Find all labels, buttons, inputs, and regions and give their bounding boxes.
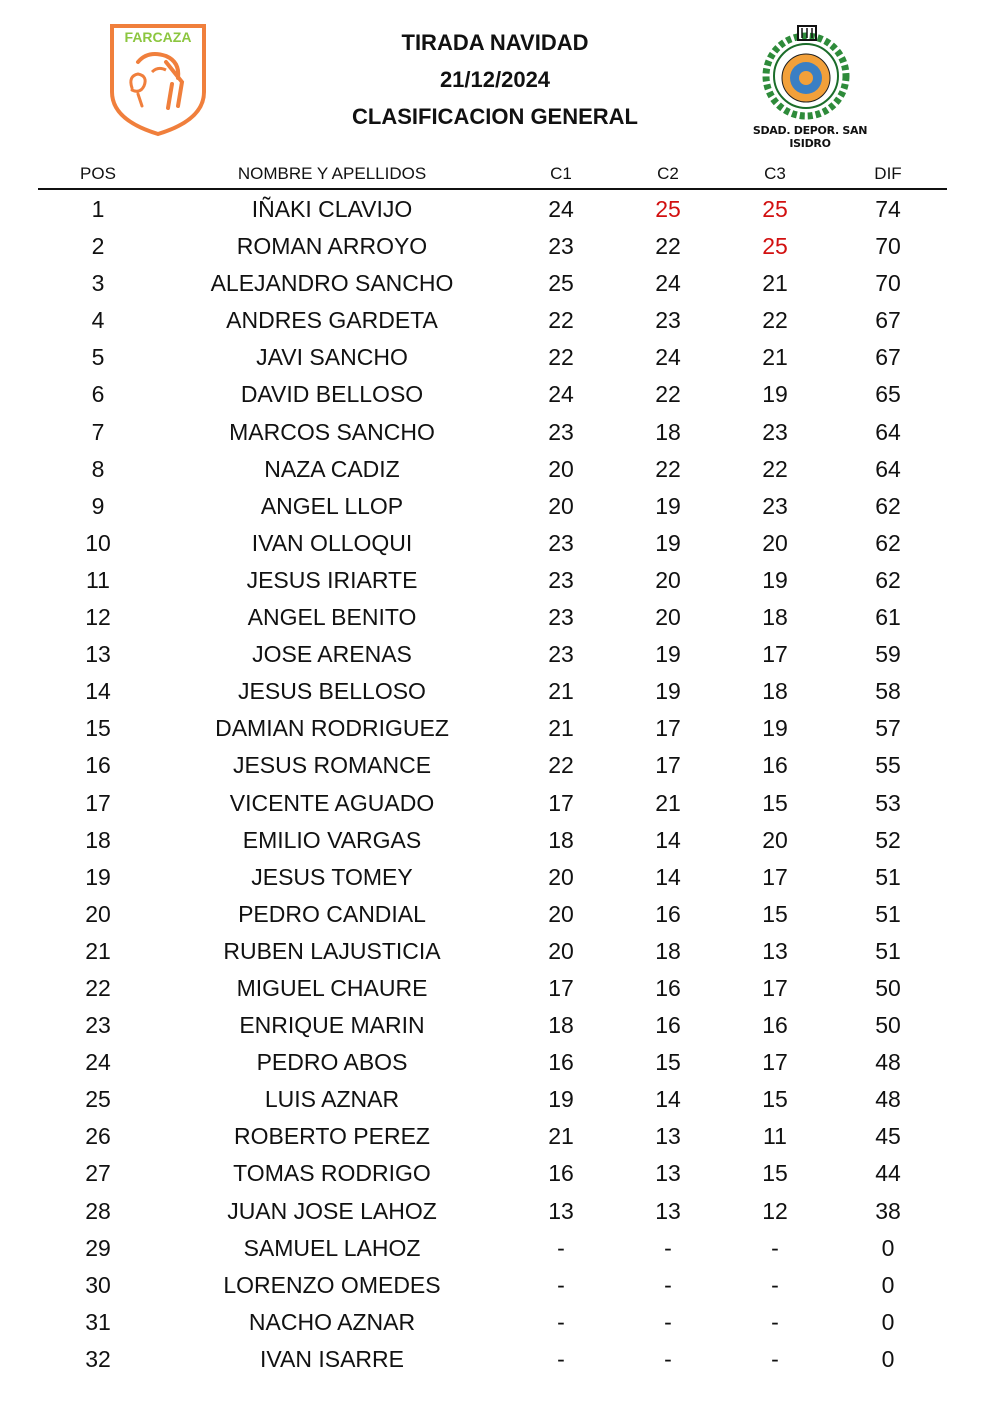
table-row: [38, 1229, 947, 1266]
cell-c1: 23: [548, 529, 574, 556]
cell-c2: 14: [655, 826, 681, 853]
cell-c1: 23: [548, 604, 574, 631]
col-header-c3: C3: [764, 164, 786, 183]
cell-dif: 0: [881, 1271, 895, 1298]
cell-c3: 16: [762, 1012, 788, 1039]
cell-name: NACHO AZNAR: [248, 1308, 416, 1335]
cell-c2: 19: [655, 492, 681, 519]
cell-c3: 15: [762, 1086, 788, 1113]
table-header: [38, 160, 947, 190]
cell-c1: 24: [548, 196, 574, 222]
cell-name: RUBEN LAJUSTICIA: [223, 937, 441, 964]
cell-pos: 22: [85, 974, 111, 1001]
cell-c2: 19: [655, 529, 681, 556]
cell-c3: 23: [762, 418, 788, 445]
cell-c2: 14: [655, 863, 681, 890]
table-row: [38, 672, 947, 709]
cell-name: IVAN ISARRE: [260, 1345, 404, 1372]
cell-c1: -: [557, 1345, 565, 1372]
table-row: [38, 1117, 947, 1154]
cell-name: IÑAKI CLAVIJO: [251, 196, 413, 222]
cell-pos: 21: [85, 937, 111, 964]
table-row: [38, 190, 947, 227]
cell-dif: 50: [875, 974, 901, 1001]
cell-c3: -: [771, 1234, 779, 1261]
cell-dif: 62: [875, 566, 901, 593]
cell-pos: 7: [91, 418, 105, 445]
table-row: [38, 932, 947, 969]
cell-c2: 17: [655, 715, 681, 742]
cell-pos: 15: [85, 715, 111, 742]
cell-c1: -: [557, 1271, 565, 1298]
cell-name: JESUS TOMEY: [251, 863, 413, 890]
cell-c3: 19: [762, 566, 788, 593]
cell-c2: -: [664, 1308, 672, 1335]
cell-pos: 6: [91, 381, 105, 408]
cell-c1: 13: [548, 1197, 574, 1224]
cell-dif: 64: [875, 418, 901, 445]
cell-name: LUIS AZNAR: [264, 1086, 400, 1113]
cell-c1: 20: [548, 863, 574, 890]
cell-c3: 19: [762, 715, 788, 742]
cell-c3: 17: [762, 641, 788, 668]
cell-dif: 57: [875, 715, 901, 742]
cell-dif: 61: [875, 604, 901, 631]
cell-c1: 23: [548, 418, 574, 445]
cell-c1: 25: [548, 270, 574, 297]
cell-c2: 16: [655, 974, 681, 1001]
cell-pos: 3: [91, 270, 105, 297]
cell-c3: 19: [762, 381, 788, 408]
cell-c2: 19: [655, 678, 681, 705]
logo-left-label: FARCAZA: [124, 29, 192, 45]
table-row: [38, 784, 947, 821]
cell-dif: 64: [875, 455, 901, 482]
cell-c1: 16: [548, 1049, 574, 1076]
cell-c3: 15: [762, 900, 788, 927]
cell-c1: 20: [548, 492, 574, 519]
cell-c3: 17: [762, 974, 788, 1001]
cell-c1: 22: [548, 344, 574, 371]
cell-name: ANDRES GARDETA: [226, 307, 438, 334]
cell-c2: 16: [655, 900, 681, 927]
cell-c3: 17: [762, 863, 788, 890]
cell-pos: 23: [85, 1012, 111, 1039]
col-header-pos: POS: [80, 164, 116, 183]
cell-pos: 29: [85, 1234, 111, 1261]
cell-pos: 13: [85, 641, 111, 668]
cell-pos: 27: [85, 1160, 111, 1187]
table-row: [38, 1340, 947, 1377]
cell-c3: 11: [763, 1123, 787, 1150]
cell-c2: 15: [655, 1049, 681, 1076]
cell-c3: 16: [762, 752, 788, 779]
table-row: [38, 1266, 947, 1303]
goat-shield-icon: [108, 22, 208, 138]
cell-c1: -: [557, 1308, 565, 1335]
table-row: [38, 264, 947, 301]
cell-c1: 21: [548, 678, 574, 705]
cell-name: VICENTE AGUADO: [229, 789, 435, 816]
cell-dif: 53: [875, 789, 901, 816]
table-row: [38, 1192, 947, 1229]
cell-pos: 26: [85, 1123, 111, 1150]
cell-pos: 9: [91, 492, 105, 519]
cell-dif: 67: [875, 344, 901, 371]
cell-c2: 23: [655, 307, 681, 334]
table-row: [38, 338, 947, 375]
cell-name: TOMAS RODRIGO: [233, 1160, 431, 1187]
cell-name: IVAN OLLOQUI: [251, 529, 413, 556]
cell-c2: 18: [655, 937, 681, 964]
cell-name: ANGEL BENITO: [247, 604, 417, 631]
cell-pos: 10: [85, 529, 111, 556]
cell-c3: 17: [762, 1049, 788, 1076]
cell-dif: 51: [875, 900, 901, 927]
results-table: [38, 160, 947, 1377]
cell-dif: 70: [875, 270, 901, 297]
cell-c2: 21: [655, 789, 681, 816]
cell-c2: 22: [655, 381, 681, 408]
cell-pos: 8: [91, 455, 105, 482]
cell-dif: 65: [875, 381, 901, 408]
cell-c1: 17: [548, 789, 574, 816]
table-row: [38, 709, 947, 746]
cell-c3: 25: [762, 196, 788, 222]
page-header: [0, 0, 990, 160]
cell-c1: 22: [548, 307, 574, 334]
cell-pos: 19: [85, 863, 111, 890]
cell-c2: 14: [655, 1086, 681, 1113]
cell-dif: 48: [875, 1049, 901, 1076]
cell-c1: 24: [548, 381, 574, 408]
table-row: [38, 969, 947, 1006]
cell-dif: 58: [875, 678, 901, 705]
cell-name: JESUS ROMANCE: [232, 752, 432, 779]
cell-c1: 16: [548, 1160, 574, 1187]
cell-c1: 21: [548, 1123, 574, 1150]
cell-c3: 18: [762, 678, 788, 705]
cell-pos: 16: [85, 752, 111, 779]
cell-c1: 20: [548, 937, 574, 964]
cell-c2: 13: [655, 1160, 681, 1187]
table-row: [38, 1303, 947, 1340]
table-row: [38, 375, 947, 412]
cell-c1: 22: [548, 752, 574, 779]
cell-c2: 16: [655, 1012, 681, 1039]
table-row: [38, 1043, 947, 1080]
cell-name: MIGUEL CHAURE: [236, 974, 428, 1001]
cell-dif: 52: [875, 826, 901, 853]
cell-c2: 19: [655, 641, 681, 668]
cell-c2: 13: [655, 1123, 681, 1150]
table-row: [38, 821, 947, 858]
cell-c3: 20: [762, 826, 788, 853]
cell-c1: 19: [548, 1086, 574, 1113]
cell-c2: -: [664, 1345, 672, 1372]
cell-dif: 67: [875, 307, 901, 334]
cell-name: DAMIAN RODRIGUEZ: [215, 715, 449, 742]
cell-c3: 22: [762, 307, 788, 334]
cell-pos: 32: [85, 1345, 111, 1372]
table-row: [38, 227, 947, 264]
cell-name: ENRIQUE MARIN: [239, 1012, 425, 1039]
cell-c2: 18: [655, 418, 681, 445]
cell-name: PEDRO CANDIAL: [238, 900, 426, 927]
table-row: [38, 746, 947, 783]
cell-c3: 13: [762, 937, 788, 964]
page-subtitle: CLASIFICACION GENERAL: [352, 104, 638, 129]
table-row: [38, 413, 947, 450]
cell-c3: 18: [762, 604, 788, 631]
cell-name: JOSE ARENAS: [252, 641, 412, 668]
title-block: [295, 24, 695, 135]
cell-c3: 21: [762, 344, 788, 371]
cell-name: JESUS IRIARTE: [246, 566, 418, 593]
cell-c2: 24: [655, 344, 681, 371]
cell-c3: 25: [762, 233, 788, 260]
cell-dif: 0: [881, 1308, 895, 1335]
table-row: [38, 858, 947, 895]
cell-pos: 20: [85, 900, 111, 927]
cell-c2: 17: [655, 752, 681, 779]
cell-pos: 5: [91, 344, 105, 371]
cell-c1: 18: [548, 1012, 574, 1039]
cell-c1: 23: [548, 566, 574, 593]
table-row: [38, 1080, 947, 1117]
table-row: [38, 1006, 947, 1043]
cell-c2: -: [664, 1234, 672, 1261]
cell-pos: 12: [85, 604, 111, 631]
cell-dif: 62: [875, 529, 901, 556]
cell-c3: 15: [762, 789, 788, 816]
cell-c1: 17: [548, 974, 574, 1001]
table-row: [38, 1154, 947, 1191]
cell-c3: 22: [762, 455, 788, 482]
cell-dif: 74: [875, 196, 901, 222]
cell-c1: 23: [548, 641, 574, 668]
cell-name: LORENZO OMEDES: [223, 1271, 441, 1298]
cell-c3: -: [771, 1271, 779, 1298]
cell-c3: 20: [762, 529, 788, 556]
cell-c2: 20: [655, 604, 681, 631]
laurel-crest-icon: [740, 20, 880, 124]
col-header-c2: C2: [657, 164, 679, 183]
cell-name: ANGEL LLOP: [260, 492, 404, 519]
cell-c2: 13: [655, 1197, 681, 1224]
cell-pos: 30: [85, 1271, 111, 1298]
cell-c1: 21: [548, 715, 574, 742]
cell-dif: 70: [875, 233, 901, 260]
cell-dif: 0: [881, 1345, 895, 1372]
cell-name: JESUS BELLOSO: [238, 678, 426, 705]
cell-pos: 1: [91, 196, 105, 222]
cell-name: ROBERTO PEREZ: [234, 1123, 430, 1150]
cell-name: JAVI SANCHO: [256, 344, 408, 371]
page-title: TIRADA NAVIDAD: [401, 30, 589, 55]
cell-pos: 11: [86, 566, 110, 593]
cell-c2: 25: [655, 196, 681, 222]
cell-name: PEDRO ABOS: [256, 1049, 408, 1076]
cell-pos: 25: [85, 1086, 111, 1113]
cell-c3: 23: [762, 492, 788, 519]
table-row: [38, 487, 947, 524]
cell-c2: 20: [655, 566, 681, 593]
cell-pos: 28: [85, 1197, 111, 1224]
col-header-c1: C1: [550, 164, 572, 183]
cell-pos: 17: [85, 789, 111, 816]
event-date: 21/12/2024: [439, 67, 551, 92]
cell-dif: 0: [881, 1234, 895, 1261]
cell-c1: 23: [548, 233, 574, 260]
logo-right-label: SDAD. DEPOR. SAN ISIDRO: [752, 124, 868, 150]
table-body: [38, 190, 947, 1377]
cell-c1: 18: [548, 826, 574, 853]
cell-c3: -: [771, 1345, 779, 1372]
cell-c3: -: [771, 1308, 779, 1335]
farcaza-logo: [108, 22, 208, 138]
cell-c2: -: [664, 1271, 672, 1298]
cell-name: NAZA CADIZ: [264, 455, 400, 482]
cell-dif: 51: [875, 863, 901, 890]
cell-c2: 22: [655, 233, 681, 260]
table-row: [38, 450, 947, 487]
cell-dif: 51: [875, 937, 901, 964]
table-row: [38, 895, 947, 932]
table-row: [38, 598, 947, 635]
cell-dif: 45: [875, 1123, 901, 1150]
cell-dif: 44: [875, 1160, 901, 1187]
cell-pos: 2: [91, 233, 105, 260]
cell-name: EMILIO VARGAS: [242, 826, 422, 853]
cell-c3: 15: [762, 1160, 788, 1187]
cell-name: ROMAN ARROYO: [236, 233, 428, 260]
cell-c2: 24: [655, 270, 681, 297]
cell-dif: 55: [875, 752, 901, 779]
table-row: [38, 301, 947, 338]
cell-dif: 59: [875, 641, 901, 668]
cell-dif: 48: [875, 1086, 901, 1113]
col-header-dif: DIF: [874, 164, 902, 183]
cell-dif: 50: [875, 1012, 901, 1039]
table-row: [38, 635, 947, 672]
cell-c1: 20: [548, 900, 574, 927]
table-row: [38, 561, 947, 598]
cell-name: DAVID BELLOSO: [240, 381, 424, 408]
cell-pos: 14: [85, 678, 111, 705]
cell-name: MARCOS SANCHO: [229, 418, 435, 445]
cell-c1: 20: [548, 455, 574, 482]
cell-pos: 24: [85, 1049, 111, 1076]
cell-name: ALEJANDRO SANCHO: [210, 270, 454, 297]
cell-pos: 18: [85, 826, 111, 853]
table-row: [38, 524, 947, 561]
cell-c3: 21: [762, 270, 788, 297]
cell-c1: -: [557, 1234, 565, 1261]
cell-c2: 22: [655, 455, 681, 482]
cell-pos: 4: [91, 307, 105, 334]
cell-name: SAMUEL LAHOZ: [243, 1234, 421, 1261]
san-isidro-logo: [740, 20, 880, 150]
cell-dif: 62: [875, 492, 901, 519]
col-header-name: NOMBRE Y APELLIDOS: [237, 164, 427, 183]
cell-pos: 31: [85, 1308, 111, 1335]
cell-dif: 38: [875, 1197, 901, 1224]
cell-c3: 12: [762, 1197, 788, 1224]
cell-name: JUAN JOSE LAHOZ: [227, 1197, 437, 1224]
